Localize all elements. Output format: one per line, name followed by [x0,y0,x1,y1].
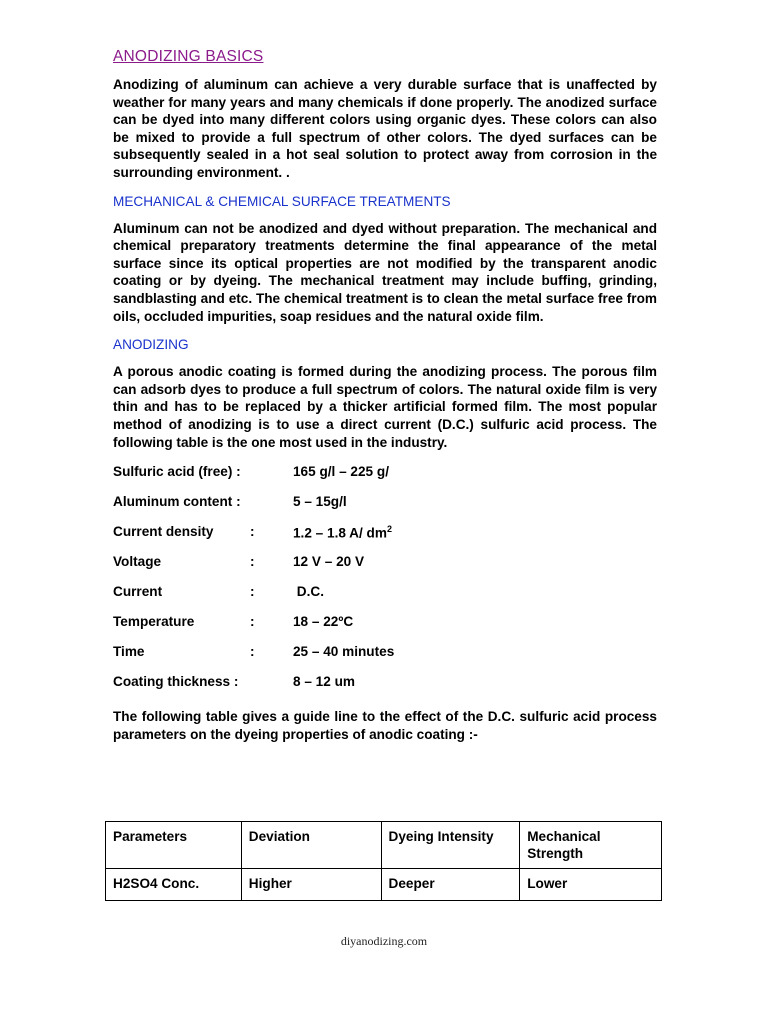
document-body [113,48,657,743]
spec-label: Aluminum content : [113,494,241,510]
spec-colon: : [250,524,255,540]
spec-value: 5 – 15g/l [293,494,347,510]
spec-row [113,644,657,674]
table-cell: H2SO4 Conc. [106,869,242,901]
table-cell: Deeper [381,869,520,901]
spec-label: Voltage [113,554,162,570]
spec-colon: : [250,614,255,630]
spec-label: Sulfuric acid (free) : [113,464,241,480]
table-header-cell: Dyeing Intensity [381,822,520,869]
spec-value: 8 – 12 um [293,674,355,690]
guide-paragraph: The following table gives a guide line to the effect of the D.C. sulfuric acid process parameters on the dyeing properties of anodic coating :- [113,709,657,742]
page-title: ANODIZING BASICS [113,48,264,65]
spec-colon: : [250,554,255,570]
process-parameters-list [113,464,657,704]
anodizing-paragraph: A porous anodic coating is formed during the anodizing process. The porous film can adsorb dyes to produce a full spectrum of colors. The natural oxide film is very thin and has to be replaced by a thicker artificial formed film. The most popular method of anodizing is to use a direct current (D.C.) sulfuric acid process. The following table is the one most used in the industry. [113,364,657,450]
spec-colon: : [250,644,255,660]
spec-row [113,554,657,584]
spec-row [113,614,657,644]
table-header-row [106,822,662,869]
dyeing-parameters-table [105,821,662,901]
table-cell: Higher [241,869,381,901]
spec-label: Time [113,644,145,660]
spec-row [113,584,657,614]
spec-value: 12 V – 20 V [293,554,365,570]
spec-label: Current density [113,524,214,540]
surface-treatments-paragraph: Aluminum can not be anodized and dyed without preparation. The mechanical and chemical preparatory treatments determine the final appearance of the metal surface since its optical properties are not modified by the transparent anodic coating or by dyeing. The mechanical treatment may include buffing, grinding, sandblasting and etc. The chemical treatment is to clean the metal surface free from oils, occluded impurities, soap residues and the natural oxide film. [113,220,657,324]
table-row [106,869,662,901]
table-header-cell: Parameters [106,822,242,869]
spec-label: Temperature [113,614,195,630]
spec-value: 18 – 22ºC [293,614,354,630]
spec-row [113,464,657,494]
table-header-cell: Mechanical Strength [520,822,662,869]
intro-paragraph: Anodizing of aluminum can achieve a very durable surface that is unaffected by weather for many years and many chemicals if done properly. The anodized surface can be dyed into many different colors using organic dyes. These colors can also be mixed to provide a full spectrum of other colors. The dyed surfaces can be subsequently sealed in a hot seal solution to protect away from corrosion in the surrounding environment. . [113,77,657,180]
spec-label: Coating thickness : [113,674,239,690]
section-heading-surface-treatments: MECHANICAL & CHEMICAL SURFACE TREATMENTS [113,193,451,209]
spec-value: 1.2 – 1.8 A/ dm [293,525,387,541]
spec-colon: : [250,584,255,600]
page-footer: diyanodizing.com [340,934,428,948]
spec-label: Current [113,584,163,600]
spec-value: D.C. [293,584,324,600]
spec-superscript: 2 [386,524,392,535]
table-cell: Lower [520,869,662,901]
spec-row [113,524,657,554]
table-header-cell: Deviation [241,822,381,869]
section-heading-anodizing: ANODIZING [113,337,189,353]
spec-row [113,674,657,704]
spec-value: 165 g/l – 225 g/ [293,464,389,480]
spec-row [113,494,657,524]
spec-value: 25 – 40 minutes [293,644,395,660]
